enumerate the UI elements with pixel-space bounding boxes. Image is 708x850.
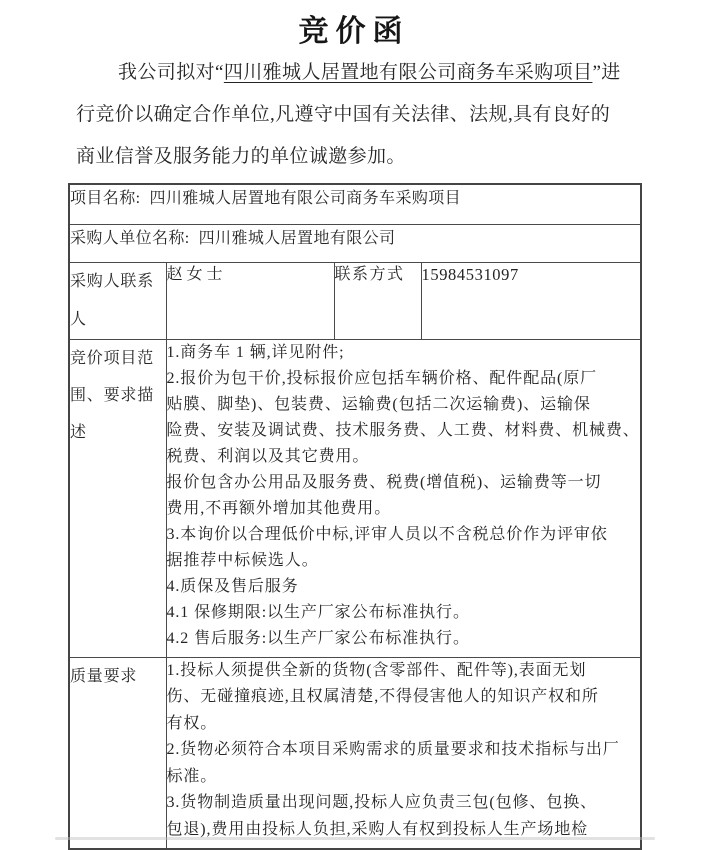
- scope-line: 3.本询价以合理低价中标,评审人员以不含税总价作为评审依: [166, 525, 608, 543]
- scope-line: 税费、利润以及其它费用。: [166, 447, 370, 465]
- scope-label-cell: 竞价项目范围、要求描述: [69, 339, 166, 657]
- quality-label-cell: 质量要求: [69, 657, 166, 849]
- project-name-label: 项目名称:: [70, 190, 141, 207]
- scan-artifact-bottom-edge: [55, 837, 655, 840]
- scope-line: 4.1 保修期限:以生产厂家公布标准执行。: [166, 603, 470, 621]
- contact-name-cell: 赵女士: [166, 262, 334, 339]
- quality-line: 2.货物必须符合本项目采购需求的质量要求和技术指标与出厂: [166, 741, 620, 758]
- quality-line: 标准。: [166, 767, 218, 785]
- intro-prefix: 我公司拟对“: [118, 62, 224, 83]
- intro-project-name: 四川雅城人居置地有限公司商务车采购项目: [223, 62, 593, 83]
- table-row-contact: [69, 262, 641, 339]
- intro-line-1: [76, 52, 642, 94]
- intro-line-3: 商业信誉及服务能力的单位诚邀参加。: [76, 146, 406, 167]
- intro-paragraph: [76, 52, 642, 178]
- contact-label-cell: 采购人联系人: [69, 262, 166, 339]
- quality-line: 3.货物制造质量出现问题,投标人应负责三包(包修、包换、: [166, 794, 598, 811]
- scope-content-cell: [166, 339, 641, 657]
- table-row-purchaser: [69, 224, 641, 262]
- scope-line: 险费、安装及调试费、技术服务费、人工费、材料费、机械费、: [166, 421, 640, 439]
- purchaser-label: 采购人单位名称:: [70, 229, 190, 247]
- scope-line: 报价包含办公用品及服务费、税费(增值税)、运输费等一切: [166, 473, 602, 491]
- project-name-cell: [69, 184, 641, 224]
- purchaser-value: 四川雅城人居置地有限公司: [198, 229, 396, 247]
- bid-info-table: [68, 183, 642, 850]
- intro-line1-suffix: ”进: [592, 62, 621, 83]
- scope-line: 4.2 售后服务:以生产厂家公布标准执行。: [166, 629, 470, 647]
- scope-line: 费用,不再额外增加其他费用。: [166, 499, 392, 517]
- scope-line: 贴膜、脚垫)、包装费、运输费(包括二次运输费)、运输保: [166, 395, 591, 413]
- page-title: 竞价函: [298, 15, 410, 48]
- project-name-value: 四川雅城人居置地有限公司商务车采购项目: [149, 190, 462, 207]
- intro-line-2: 行竞价以确定合作单位,凡遵守中国有关法律、法规,具有良好的: [76, 104, 611, 125]
- scope-line: 2.报价为包干价,投标报价应包括车辆价格、配件配品(原厂: [166, 369, 598, 387]
- table-row-scope: [69, 339, 641, 657]
- scope-line: 4.质保及售后服务: [166, 577, 299, 595]
- table-row-quality: [69, 657, 641, 849]
- quality-line: 伤、无碰撞痕迹,且权属清楚,不得侵害他人的知识产权和所: [166, 688, 599, 705]
- quality-line: 包退),费用由投标人负担,采购人有权到投标人生产场地检: [166, 820, 589, 838]
- scope-line: 1.商务车 1 辆,详见附件;: [166, 343, 345, 361]
- quality-line: 1.投标人须提供全新的货物(含零部件、配件等),表面无划: [166, 661, 587, 679]
- quality-content-cell: [166, 657, 641, 849]
- purchaser-cell: [69, 224, 641, 262]
- quality-line: 有权。: [166, 714, 218, 732]
- table-row-project-name: [69, 184, 641, 224]
- contact-method-label-cell: 联系方式: [334, 262, 421, 339]
- scope-line: 据推荐中标候选人。: [166, 551, 319, 569]
- contact-phone-cell: 15984531097: [421, 262, 641, 339]
